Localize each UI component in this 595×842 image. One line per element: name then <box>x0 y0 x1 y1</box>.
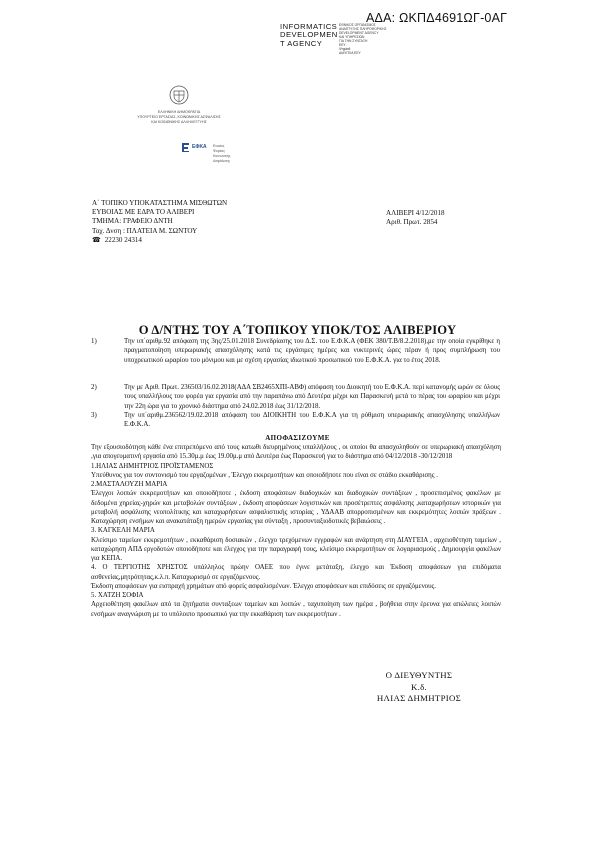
body-paragraph: Υπεύθυνος για τον συντονισμό του εργαζομένων , Έλεγχο εκκρεμοτήτων και οποιοδήποτε που είναι σε στάδιο εκκαθάρισης . <box>91 471 438 479</box>
sender-line: ΕΥΒΟΙΑΣ ΜΕ ΕΔΡΑ ΤΟ ΑΛΙΒΕΡΙ <box>92 208 195 217</box>
item-number: 1) <box>91 338 97 345</box>
sender-line: Α΄ ΤΟΠΙΚΟ ΥΠΟΚΑΤΑΣΤΗΜΑ ΜΙΣΘΩΤΩΝ <box>92 199 228 207</box>
phone-icon: ☎ <box>92 235 101 244</box>
logo-line: ΚΑΙ ΚΟΙΝΩΝΙΚΗΣ ΑΛΛΗΛΕΓΓΥΗΣ <box>151 120 207 124</box>
body-paragraph: 2.ΜΑΣΤΑΛΟΥΖΗ ΜΑΡΙΑ <box>91 481 168 488</box>
body-paragraph: Έκδοση αποφάσεων για εισπραχή χρημάτων από φορείς ασφαλισμένων. Έλεγχο αποφάσεων και επιδόσεις σε εργαζόμενους. <box>91 582 436 590</box>
body-paragraph: 1.ΗΛΙΑΣ ΔΗΜΗΤΡΙΟΣ ΠΡΟΪΣΤΑΜΕΝΟΣ <box>91 462 214 470</box>
sender-block <box>92 199 227 245</box>
body-paragraph: 3. ΚΑΓΚΕΛΗ ΜΑΡΙΑ <box>91 527 155 535</box>
banner-line: DEVELOPMEN <box>280 30 338 40</box>
body-paragraph: Την εξουσιοδότηση κάθε ένα επιτρεπόμενο από τους κατωθι διευρημένους υπαλλήλους , οι οποίοι θα απασχοληθούν σε υπερωριακή απασχόληση ,για απογευματινή εργασία από 15.30μ.μ έως 19.00μ.μ από Δευτέρα έως Παρασκευή για το διάστημα από 04/12/2018 -30/12/2018 <box>91 444 501 461</box>
ada-code: ΑΔΑ: ΩΚΠΔ4691ΩΓ-0ΑΓ <box>366 11 508 25</box>
banner-small-line: DEVELOPMENT AGENCY <box>339 31 379 35</box>
decision-body <box>91 443 501 619</box>
efka-logo <box>181 141 231 163</box>
signature-block <box>349 670 489 705</box>
decision-heading: ΑΠΟΦΑΣΙΖΟΥΜΕ <box>265 434 330 442</box>
efka-word: Κοινωνικής <box>213 154 231 158</box>
document-title: Ο Δ/ΝΤΗΣ ΤΟΥ Α΄ΤΟΠΙΚΟΥ ΥΠΟΚ/ΤΟΣ ΑΛΙΒΕΡΙΟΥ <box>138 323 457 337</box>
date-protocol-block <box>386 209 445 227</box>
efka-word: Φορέας <box>213 149 226 153</box>
efka-mark-icon <box>181 142 190 153</box>
efka-word: Ενιαίος <box>213 144 225 148</box>
signature-line: ΗΛΙΑΣ ΔΗΜΗΤΡΙΟΣ <box>376 693 462 704</box>
item-text: Την υπ΄αριθμ.236562/19.02.2018 απόφαση του ΔΙΟΙΚΗΤΗ του Ε.Φ.Κ.Α για τη ρύθμιση υπερωριακής απασχόλησης υπαλλήλων Ε.Φ.Κ.Α. <box>124 412 500 429</box>
item-number: 2) <box>91 384 97 391</box>
informatics-banner <box>280 22 387 55</box>
signature-line: Κ.δ. <box>410 681 428 692</box>
phone-number: 22230 24314 <box>104 235 142 244</box>
logo-line: ΕΛΛΗΝΙΚΗ ΔΗΜΟΚΡΑΤΙΑ <box>157 110 201 114</box>
signature-line: Ο ΔΙΕΥΘΥΝΤΗΣ <box>385 670 453 680</box>
banner-small-line: ΔΙΑΥΓΕΙΑ ΕΕΥ <box>339 51 361 55</box>
banner-small-line: ΕΕΥ <box>339 43 346 47</box>
efka-word: Ασφάλισης <box>213 159 231 163</box>
body-paragraph: Έλεγχοι λοιπών εκκρεμοτήτων και οποιοδήποτε , έκδοση αποφάσεων διαδοχικών και διαδοχικών συντάξεων , προσεπισμένος φακέλων με δεδομένα χηρείας-χηρών και μεταβολών συντάξεων , έκδοση αποφάσεων λογιστικών και προσέτρεπτες ασφάλισης ,καταχωρήσεων ιστορικών για μεταβολή ασφάλισης νεοπολίτικης και καταχωρήσεων ασφαλιστικής ιστορίας , ΥΔΑΑΒ απορροπισμένων και εκκρεμότητες λοιπών πράξεων . Καταχώρηση ενσήμων και ανακατάταξη ημερών εργασίας για σύνταξη , προσυνταξιοδοτικές βεβαιώσεις . <box>91 490 501 525</box>
item-text: Την με Αριθ. Πρωτ. 236503/16.02.2018(ΑΔΑ ΣΒ2465ΧΠΙ-ΑΒΦ) απόφαση του Διοικητή του Ε.Φ.Κ.Α. περί κατανομής ωρών σε όλους τους υπαλλήλους του φορέα για εργασία από την παραπάνω από Δευτέρα μέχρι και Παρασκευή μετά το πέρας του ωραρίου και μέχρι την 22η ώρα για το χρονικό διάστημα από 24.02.2018 έως 31/12/2018. <box>124 384 500 410</box>
banner-small-line: ΓΙΑ ΤΗΝ ΣΥΝΤΑΞΗ <box>339 39 368 43</box>
body-paragraph: Κλείσιμο ταμείων εκκρεμοτήτων , εκκαθάριση δοσιακών , έλεγχο τρεχόμενων εγγραφών και ανάρτηση στη ΔΙΑΥΓΕΙΑ , αρχειοθέτηση ταμείων , καταχώρηση ΑΠΔ εργοδοτών οποιοδήποτε και έλεγχος για την παραγραφή τους, κλείσιμο εκκρεμοτήτων σε λογαριασμούς , Δημιουργία φακέλων για ΚΕΠΑ. <box>91 536 501 562</box>
efka-label: ΕΦΚΑ <box>192 144 207 150</box>
logo-line: ΥΠΟΥΡΓΕΙΟ ΕΡΓΑΣΙΑΣ, ΚΟΙΝΩΝΙΚΗΣ ΑΣΦΑΛΙΣΗΣ <box>137 115 221 119</box>
ministry-logo <box>125 85 233 163</box>
body-paragraph: 5. ΧΑΤΖΗ ΣΟΦΙΑ <box>91 592 144 599</box>
banner-small-line: ΑΝΑΠΤΥΞΗΣ ΠΛΗΡΟΦΟΡΙΚΗΣ <box>339 27 387 31</box>
item-text: Την υπ΄αριθμ.92 απόφαση της 3ης/25.01.2018 Συνεδρίασης του Δ.Σ. του Ε.Φ.Κ.Α (ΦΕΚ 380/Τ.Β/8.2.2018),με την οποία εγκρίθηκε η πραγματοποίηση υπερωριακής απασχόλησης κατά τις εργάσιμες ημέρες και νυκτερινές ώρες πέραν ή προς συμπλήρωση του υποχρεωτικού ωραρίου του μόνιμου και με σχέση εργασίας ιδιωτικού προσωπικού του Ε.Φ.Κ.Α. για το έτος 2018. <box>124 338 500 364</box>
banner-small-line: ΕΘΝΙΚΟΣ ΟΡΓΑΝΙΣΜΟΣ <box>339 23 376 27</box>
greek-emblem-icon <box>169 85 189 105</box>
body-paragraph: Αρχειοθέτηση φακέλων από τα ζητήματα συνταξεων ταμείων και λοιπών , ταχυποίηση των ημέρα , βοήθεια στην έρευνα για απώλειες λοιπών ενσήμων αναγνώριση με το υπόλοιπο προσωπικό για την εκκαθάριση των εκκρεμοτήτων . <box>91 601 501 618</box>
banner-small-line: ΚΑΙ ΥΠΗΡΕΣΙΩΝ <box>339 35 365 39</box>
body-paragraph: 4. Ο ΤΕΡΓΙΟΤΗΣ ΧΡΗΣΤΟΣ υπάλληλος πρώην ΟΑΕΕ που έγινε μετάταξη, έλεγχο και Έκδοση αποφάσεων για επιδόματα ασθενείας,μητρότητας,κ.λ.π. Καταχωρισμό σε εργαζόμενους. <box>91 564 501 581</box>
banner-small-line: Ψηφίσθ <box>339 47 351 51</box>
sender-line: ΤΜΗΜΑ: ΓΡΑΦΕΙΟ ΔΝΤΗ <box>92 217 173 226</box>
considerations-list <box>0 337 595 427</box>
date-line: ΑΛΙΒΕΡΙ 4/12/2018 <box>386 209 445 217</box>
protocol-line: Αριθ. Πρωτ. 2854 <box>386 218 438 227</box>
banner-line: T AGENCY <box>280 38 323 48</box>
sender-line: Ταχ. Δνση : ΠΛΑΤΕΙΑ Μ. ΣΩΝΤΟΥ <box>92 226 198 235</box>
item-number: 3) <box>91 412 97 419</box>
banner-line: INFORMATICS <box>280 22 338 31</box>
